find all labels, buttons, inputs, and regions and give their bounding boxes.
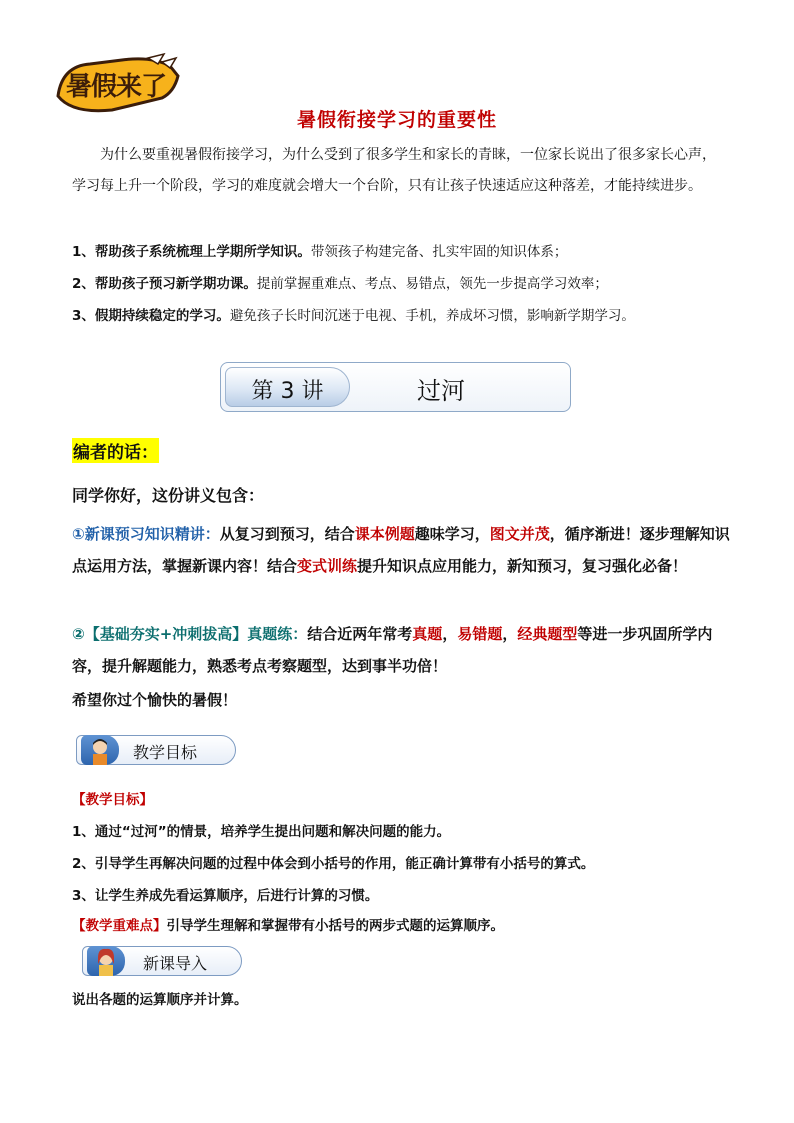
item-2-text-4: 等进一步巩固所学内容，提升解题能力，熟悉考点考察题型，达到事半功倍！ — [72, 625, 713, 675]
item-1-text-4: 提升知识点应用能力，新知预习，复习强化必备！ — [357, 557, 688, 575]
goal-2: 2、引导学生再解决问题的过程中体会到小括号的作用，能正确计算带有小括号的算式。 — [72, 856, 595, 872]
item-1 — [72, 518, 732, 582]
lesson-banner — [220, 362, 571, 412]
lesson-name: 过河 — [417, 377, 465, 405]
point-3-bold: 3、假期持续稳定的学习。 — [72, 308, 230, 324]
intro-paragraph: 为什么要重视暑假衔接学习，为什么受到了很多学生和家长的青睐，一位家长说出了很多家长心声，学习每上升一个阶段，学习的难度就会增大一个台阶，只有让孩子快速适应这种落差，才能持续进步。 — [72, 147, 716, 194]
section-goals-header — [76, 735, 236, 765]
item-2-highlight-3: 经典题型 — [517, 625, 578, 643]
goal-3: 3、让学生养成先看运算顺序，后进行计算的习惯。 — [72, 888, 379, 904]
intro-task: 说出各题的运算顺序并计算。 — [72, 992, 248, 1008]
point-2 — [72, 272, 732, 292]
teacher-avatar-icon — [81, 735, 119, 765]
page-title: 暑假衔接学习的重要性 — [296, 109, 497, 131]
item-1-text-1: 从复习到预习，结合 — [219, 525, 355, 543]
item-2-label: ②【基础夯实+冲刺拔高】真题练： — [72, 625, 308, 643]
item-2-highlight-2: 易错题 — [457, 625, 503, 643]
item-2-text-2: ， — [442, 625, 458, 643]
greeting: 同学你好，这份讲义包含： — [72, 486, 265, 505]
item-2-text-3: ， — [502, 625, 518, 643]
point-1 — [72, 240, 732, 260]
item-2-highlight-1: 真题 — [412, 625, 443, 643]
key-point-bracket: 【教学重难点】 — [72, 918, 167, 934]
item-1-highlight-3: 变式训练 — [297, 557, 358, 575]
point-1-text: 带领孩子构建完备、扎实牢固的知识体系； — [310, 244, 568, 260]
section-goals-label: 教学目标 — [133, 743, 198, 762]
section-intro-label: 新课导入 — [143, 954, 208, 973]
item-1-highlight-1: 课本例题 — [354, 525, 415, 543]
lesson-number: 第 3 讲 — [251, 379, 324, 404]
item-1-text-3: ，循序渐进！逐步理解知识点运用方法，掌握新课内容！结合 — [72, 525, 730, 575]
item-1-highlight-2: 图文并茂 — [489, 525, 550, 543]
student-avatar-icon — [87, 946, 125, 976]
editor-heading: 编者的话： — [72, 438, 159, 463]
item-1-label: ①新课预习知识精讲： — [72, 525, 220, 543]
point-1-bold: 1、帮助孩子系统梳理上学期所学知识。 — [72, 244, 311, 260]
lesson-number-tab — [225, 367, 350, 407]
key-point-text: 引导学生理解和掌握带有小括号的两步式题的运算顺序。 — [166, 918, 504, 934]
wish: 希望你过个愉快的暑假！ — [72, 691, 238, 709]
item-1-text-2: 趣味学习， — [414, 525, 490, 543]
point-2-text: 提前掌握重难点、考点、易错点，领先一步提高学习效率； — [256, 276, 608, 292]
item-2-text-1: 结合近两年常考 — [307, 625, 413, 643]
key-point — [72, 914, 504, 934]
point-3-text: 避免孩子长时间沉迷于电视、手机，养成坏习惯，影响新学期学习。 — [229, 308, 635, 324]
section-intro-header — [82, 946, 242, 976]
item-2 — [72, 618, 732, 682]
goals-bracket: 【教学目标】 — [72, 792, 153, 808]
point-3 — [72, 304, 732, 324]
logo-text: 暑假来了 — [66, 72, 167, 102]
goal-1: 1、通过“过河”的情景，培养学生提出问题和解决问题的能力。 — [72, 824, 451, 840]
point-2-bold: 2、帮助孩子预习新学期功课。 — [72, 276, 257, 292]
